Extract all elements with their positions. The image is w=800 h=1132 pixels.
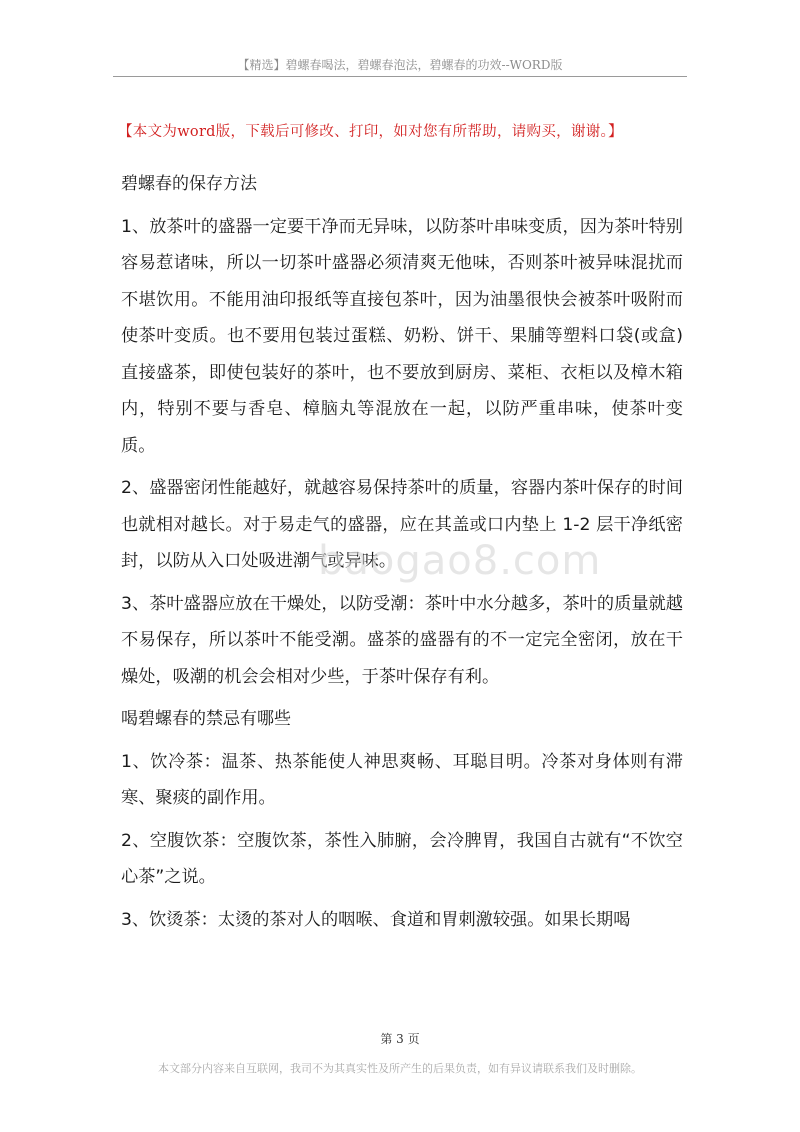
paragraph: 2、空腹饮茶：空腹饮茶，茶性入肺腑，会冷脾胃，我国自古就有“不饮空心茶”之说。 (121, 830, 683, 887)
page-header: 【精选】碧螺春喝法，碧螺春泡法，碧螺春的功效--WORD版 (237, 58, 563, 72)
section-heading-storage: 碧螺春的保存方法 (121, 174, 257, 194)
paragraph: 3、茶叶盛器应放在干燥处，以防受潮：茶叶中水分越多，茶叶的质量就越不易保存，所以茶叶不能受潮。盛茶的盛器有的不一定完全密闭，放在干燥处，吸潮的机会会相对少些，于茶叶保存有利。 (121, 593, 683, 687)
paragraph: 2、盛器密闭性能越好，就越容易保持茶叶的质量，容器内茶叶保存的时间也就相对越长。对于易走气的盛器，应在其盖或口内垫上 1-2 层干净纸密封，以防从入口处吸进潮气或异味。 (121, 478, 683, 571)
document-body (121, 166, 683, 944)
section-heading-taboos: 喝碧螺春的禁忌有哪些 (121, 709, 291, 729)
purchase-notice: 【本文为word版，下载后可修改、打印，如对您有所帮助，请购买，谢谢。】 (118, 124, 623, 140)
page-number: 第 3 页 (380, 1032, 420, 1046)
paragraph: 1、饮冷茶：温茶、热茶能使人神思爽畅、耳聪目明。冷茶对身体则有滞寒、聚痰的副作用。 (121, 751, 683, 808)
watermark: baogao8.com (318, 538, 602, 584)
page-footer: 本文部分内容来自互联网，我司不为其真实性及所产生的后果负责，如有异议请联系我们及时删除。 (158, 1062, 642, 1075)
header-divider (113, 76, 687, 77)
paragraph: 1、放茶叶的盛器一定要干净而无异味，以防茶叶串味变质，因为茶叶特别容易惹诸味，所以一切茶叶盛器必须清爽无他味，否则茶叶被异味混扰而不堪饮用。不能用油印报纸等直接包茶叶，因为油墨很快会被茶叶吸附而使茶叶变质。也不要用包装过蛋糕、奶粉、饼干、果脯等塑料口袋(或盒)直接盛茶，即使包装好的茶叶，也不要放到厨房、菜柜、衣柜以及樟木箱内，特别不要与香皂、樟脑丸等混放在一起，以防严重串味，使茶叶变质。 (121, 216, 683, 456)
paragraph: 3、饮烫茶：太烫的茶对人的咽喉、食道和胃刺激较强。如果长期喝 (121, 909, 631, 930)
